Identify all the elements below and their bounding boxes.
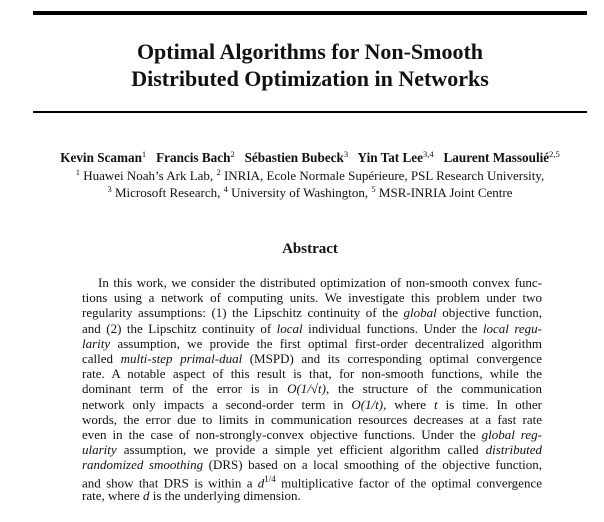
affil-num: 5 xyxy=(371,184,376,194)
abstract-line xyxy=(82,457,542,472)
text-run: called xyxy=(82,350,121,366)
math-exponent: 1/4 xyxy=(264,474,276,485)
affil-text: INRIA, Ecole Normale Supérieure, PSL Research University, xyxy=(223,168,545,183)
text-run: dominant term of the error is in xyxy=(82,381,288,397)
emph-run: local xyxy=(276,320,303,336)
text-run: assumption, we provide a simple yet efficient algorithm called xyxy=(116,442,486,458)
text-run: even in the case of non-strongly-convex objective functions. Under the xyxy=(82,426,482,442)
author-affil-mark: 2,5 xyxy=(549,149,560,159)
abstract-line: tions using a network of computing units. We investigate this problem under two xyxy=(82,290,542,306)
affil-num: 1 xyxy=(75,167,80,177)
abstract-line xyxy=(82,305,542,320)
math-variable: t xyxy=(434,396,438,412)
abstract-line xyxy=(82,397,542,412)
abstract-line xyxy=(82,427,542,442)
text-run: and show that DRS is within a xyxy=(82,475,258,491)
abstract-line xyxy=(82,321,542,336)
text-run: (DRS) based on a local smoothing of the objective function, xyxy=(203,457,542,473)
emph-run: global reg- xyxy=(481,426,542,442)
abstract-line xyxy=(82,336,542,351)
abstract-body xyxy=(82,275,542,503)
author-affil-mark: 3 xyxy=(343,149,349,159)
abstract-line: In this work, we consider the distributed optimization of non-smooth convex func- xyxy=(98,275,542,290)
author-affil-mark: 2 xyxy=(230,149,235,159)
emph-run: local regu- xyxy=(482,320,543,336)
title-line-1: Optimal Algorithms for Non-Smooth xyxy=(136,39,484,64)
text-run: is time. In other xyxy=(437,396,542,412)
text-run: assumption, we provide the first optimal first-order decentralized algorithm xyxy=(110,335,542,351)
affil-num: 3 xyxy=(107,184,112,194)
affiliation-line xyxy=(33,184,587,201)
emph-run: distributed xyxy=(485,442,542,458)
text-run: individual functions. Under the xyxy=(302,320,483,336)
affil-text: Huawei Noah’s Ark Lab, xyxy=(83,168,214,183)
emph-run: randomized smoothing xyxy=(82,457,204,473)
math-variable: d xyxy=(143,487,150,503)
abstract-line: words, the error due to limits in communication resources decreases at a fast rate xyxy=(82,411,542,427)
title-line-2: Distributed Optimization in Networks xyxy=(131,66,489,91)
affil-text: MSR-INRIA Joint Centre xyxy=(378,185,513,200)
author-list xyxy=(20,149,600,166)
paper-title xyxy=(33,38,587,92)
text-run: (MSPD) and its corresponding optimal convergence xyxy=(242,350,542,366)
affil-text: University of Washington, xyxy=(231,185,369,200)
author-name: Francis Bach xyxy=(156,150,231,165)
title-rule xyxy=(33,111,587,113)
text-run: objective function, xyxy=(436,305,542,321)
math-expression: O(1/√t) xyxy=(287,381,326,397)
author-name: Kevin Scaman xyxy=(60,150,142,165)
affil-num: 2 xyxy=(216,167,221,177)
author-name: Sébastien Bubeck xyxy=(244,150,344,165)
abstract-heading: Abstract xyxy=(282,241,338,257)
emph-run: larity xyxy=(82,335,111,351)
author-affil-mark: 3,4 xyxy=(423,149,434,159)
author-affil-mark: 1 xyxy=(141,149,147,159)
emph-run: global xyxy=(403,305,437,321)
text-run: , the structure of the communication xyxy=(325,381,542,397)
abstract-line xyxy=(82,381,542,396)
top-rule xyxy=(33,11,587,15)
emph-run: ularity xyxy=(82,442,117,458)
text-run: rate, where xyxy=(82,487,143,503)
text-run: multiplicative factor of the optimal convergence xyxy=(275,475,542,491)
author-name: Laurent Massoulié xyxy=(443,150,550,165)
affil-text: Microsoft Research, xyxy=(114,185,221,200)
affiliations xyxy=(33,167,587,201)
text-run: regularity assumptions: (1) the Lipschitz continuity of the xyxy=(82,305,404,321)
affil-num: 4 xyxy=(223,184,228,194)
abstract-line xyxy=(82,472,542,491)
math-variable: d xyxy=(257,475,265,491)
emph-run: multi-step primal-dual xyxy=(120,350,243,366)
math-expression: O(1/t) xyxy=(351,396,384,412)
abstract-line xyxy=(82,442,542,457)
text-run: and (2) the Lipschitz continuity of xyxy=(82,320,277,336)
text-run: is the underlying dimension. xyxy=(149,487,301,503)
text-run: network only impacts a second-order term in xyxy=(82,396,352,412)
author-name: Yin Tat Lee xyxy=(357,150,423,165)
abstract-line xyxy=(82,351,542,366)
abstract-line: rate. A notable aspect of this result is that, for non-smooth functions, while the xyxy=(82,366,542,382)
affiliation-line xyxy=(33,167,587,184)
text-run: , where xyxy=(383,396,435,412)
